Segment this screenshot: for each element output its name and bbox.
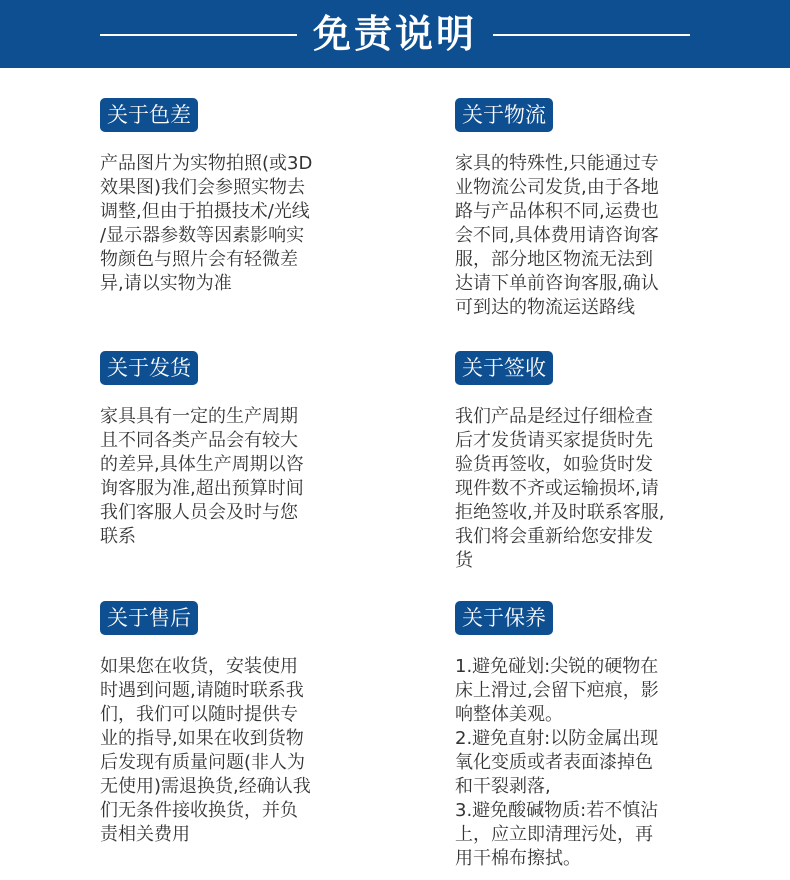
section-heading: 关于签收 bbox=[455, 351, 553, 385]
section-color-difference bbox=[100, 98, 400, 296]
section-after-sales bbox=[100, 601, 400, 847]
section-body: 1.避免碰划:尖锐的硬物在 床上滑过,会留下疤痕，影 响整体美观。 2.避免直射:以防金属出现 氧化变质或者表面漆掉色 和干裂剥落, 3.避免酸碱物质:若不慎沾 上，应立即清理污处，再 用干棉布擦拭。 bbox=[455, 656, 659, 869]
title-rule-left bbox=[100, 34, 297, 36]
section-body: 家具的特殊性,只能通过专 业物流公司发货,由于各地 路与产品体积不同,运费也 会不同,具体费用请咨询客 服，部分地区物流无法到 达请下单前咨询客服,确认 可到达的物流运送路线 bbox=[455, 153, 659, 318]
section-heading: 关于保养 bbox=[455, 601, 553, 635]
section-heading: 关于物流 bbox=[455, 98, 553, 132]
section-heading: 关于售后 bbox=[100, 601, 198, 635]
section-heading: 关于色差 bbox=[100, 98, 198, 132]
section-body: 产品图片为实物拍照(或3D 效果图)我们会参照实物去 调整,但由于拍摄技术/光线 /显示器参数等因素影响实 物颜色与照片会有轻微差 异,请以实物为准 bbox=[100, 153, 313, 294]
page-title: 免责说明 bbox=[312, 12, 477, 56]
section-logistics bbox=[455, 98, 755, 320]
section-receipt bbox=[455, 351, 755, 573]
section-body: 我们产品是经过仔细检查 后才发货请买家提货时先 验货再签收，如验货时发 现件数不齐或运输损坏,请 拒绝签收,并及时联系客服, 我们将会重新给您安排发 货 bbox=[455, 406, 665, 571]
section-maintenance bbox=[455, 601, 755, 871]
header-banner bbox=[0, 0, 790, 68]
section-body: 家具具有一定的生产周期 且不同各类产品会有较大 的差异,具体生产周期以咨 询客服为准,超出预算时间 我们客服人员会及时与您 联系 bbox=[100, 406, 304, 547]
title-rule-right bbox=[493, 34, 690, 36]
section-body: 如果您在收货，安装使用 时遇到问题,请随时联系我 们，我们可以随时提供专 业的指导,如果在收到货物 后发现有质量问题(非人为 无使用)需退换货,经确认我 们无条件接收换货，并负 责相关费用 bbox=[100, 656, 311, 845]
section-heading: 关于发货 bbox=[100, 351, 198, 385]
section-shipping bbox=[100, 351, 400, 549]
